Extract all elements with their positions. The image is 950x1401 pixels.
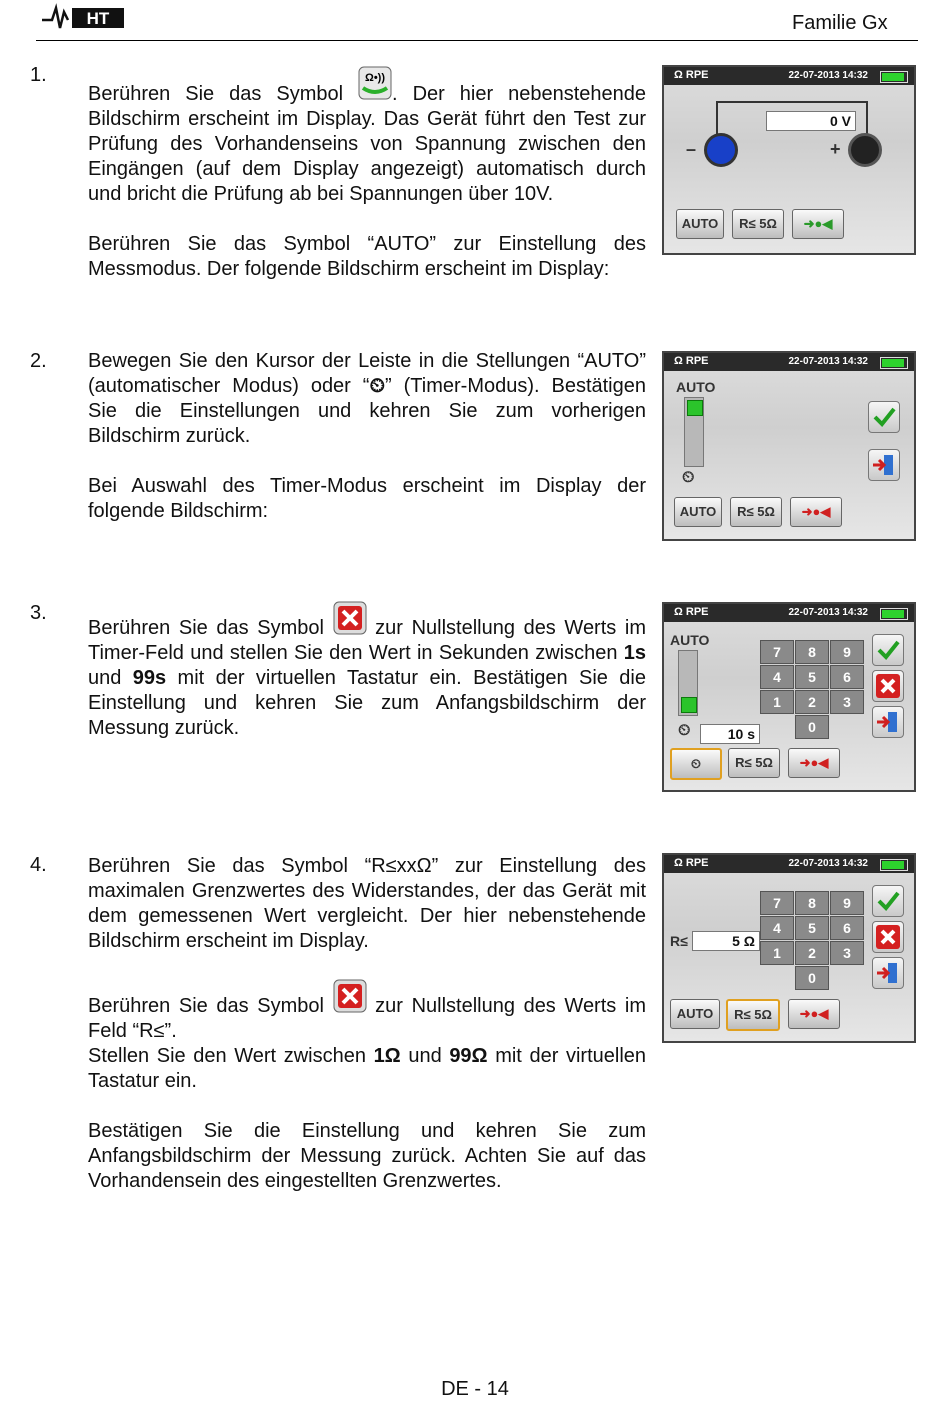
voltage-display: 0 V xyxy=(766,111,856,131)
key-0[interactable]: 0 xyxy=(795,966,829,990)
minus-label: – xyxy=(686,139,697,159)
timer-icon: ⏲ xyxy=(369,375,386,397)
status-bar: Ω RPE 22-07-2013 14:32 xyxy=(664,353,914,371)
step-4-text-2d: und xyxy=(400,1045,450,1067)
r-limit-button[interactable]: R≤ 5Ω xyxy=(726,999,780,1031)
key-6[interactable]: 6 xyxy=(830,916,864,940)
step-4-text-3: Bestätigen Sie die Einstellung und kehren Sie zum Anfangsbildschirm der Messung zurück. Achten Sie auf das Vorhandensein des eingestellten Grenzwertes. xyxy=(88,1120,646,1192)
step-4-text-2b: zur Nullstellung des Werts im Feld “R≤”. xyxy=(88,995,646,1042)
r-limit-button[interactable]: R≤ 5Ω xyxy=(732,209,784,239)
step-2-number: 2. xyxy=(30,350,47,372)
exit-icon[interactable] xyxy=(868,449,900,481)
exit-icon[interactable] xyxy=(872,706,904,738)
r-limit-button[interactable]: R≤ 5Ω xyxy=(730,497,782,527)
mode-slider[interactable] xyxy=(678,650,698,716)
screen-rpe-main xyxy=(662,65,916,255)
key-5[interactable]: 5 xyxy=(795,916,829,940)
key-2[interactable]: 2 xyxy=(795,941,829,965)
auto-button[interactable]: AUTO xyxy=(676,209,724,239)
page-number: DE - 14 xyxy=(441,1378,509,1400)
family-label: Familie Gx xyxy=(792,12,888,34)
confirm-check-icon[interactable] xyxy=(868,401,900,433)
step-1-text xyxy=(88,71,647,282)
step-3-text-b: zur Nullstellung des Werts im Timer-Feld und stellen Sie den Wert in Sekunden zwischen xyxy=(88,617,646,664)
key-2[interactable]: 2 xyxy=(795,690,829,714)
step-4-text-2a: Berühren Sie das Symbol xyxy=(88,995,333,1017)
step-3-bold-1s: 1s xyxy=(623,642,646,664)
status-bar: Ω RPE 22-07-2013 14:32 xyxy=(664,604,914,622)
screen-mode-select xyxy=(662,351,916,541)
key-3[interactable]: 3 xyxy=(830,941,864,965)
key-7[interactable]: 7 xyxy=(760,891,794,915)
step-1-text-b: . Der hier nebenstehende Bildschirm erscheint im Display. Das Gerät führt den Test zur Prüfung des Vorhandenseins von Spannung zwischen den Eingängen (auf dem Display angezeigt) automatisch durch und bricht die Prüfung ab bei Spannungen über 10V. xyxy=(88,83,647,205)
key-1[interactable]: 1 xyxy=(760,690,794,714)
zero-lead-button[interactable]: ➜●◀ xyxy=(788,748,840,778)
key-1[interactable]: 1 xyxy=(760,941,794,965)
key-8[interactable]: 8 xyxy=(795,891,829,915)
step-3-text-d: mit der virtuellen Tastatur ein. Bestätigen Sie die Einstellung und kehren Sie zum Anfangsbildschirm der Messung zurück. xyxy=(88,667,646,739)
zero-lead-button[interactable]: ➜●◀ xyxy=(792,209,844,239)
slider-knob[interactable] xyxy=(681,697,697,713)
rpe-test-icon xyxy=(358,66,392,100)
step-3-number: 3. xyxy=(30,602,47,624)
battery-icon xyxy=(880,608,908,620)
step-1-text-a: Berühren Sie das Symbol xyxy=(88,83,359,105)
confirm-check-icon[interactable] xyxy=(872,634,904,666)
key-3[interactable]: 3 xyxy=(830,690,864,714)
step-4-text xyxy=(88,854,646,1194)
step-3-text-c: und xyxy=(88,667,133,689)
auto-button[interactable]: AUTO xyxy=(670,999,720,1029)
step-2-text-2: Bei Auswahl des Timer-Modus erscheint im Display der folgende Bildschirm: xyxy=(88,475,646,522)
timer-mode-icon: ⏲ xyxy=(682,469,695,486)
step-4-text-2c: Stellen Sie den Wert zwischen xyxy=(88,1045,374,1067)
exit-icon[interactable] xyxy=(872,957,904,989)
step-3-text-a: Berühren Sie das Symbol xyxy=(88,617,333,639)
zero-lead-button[interactable]: ➜●◀ xyxy=(790,497,842,527)
step-4-bold-1ohm: 1Ω xyxy=(373,1045,401,1067)
negative-terminal-icon xyxy=(704,133,738,167)
step-4-number: 4. xyxy=(30,854,47,876)
battery-icon xyxy=(880,357,908,369)
clear-x-icon[interactable] xyxy=(872,921,904,953)
confirm-check-icon[interactable] xyxy=(872,885,904,917)
status-bar: Ω RPE 22-07-2013 14:32 xyxy=(664,855,914,873)
r-field-label: R≤ xyxy=(670,933,688,949)
brand-text: HT xyxy=(86,9,110,28)
step-3-bold-99s: 99s xyxy=(132,667,167,689)
battery-icon xyxy=(880,71,908,83)
clear-x-icon xyxy=(333,601,367,635)
battery-icon xyxy=(880,859,908,871)
auto-label: AUTO xyxy=(670,632,710,648)
clear-x-icon xyxy=(333,979,367,1013)
r-limit-field[interactable]: 5 Ω xyxy=(692,931,760,951)
step-4-text-1: Berühren Sie das Symbol “R≤xxΩ” zur Einstellung des maximalen Grenzwertes des Widerstandes, der das Gerät mit dem gemessenen Wert vergleicht. Der hier nebenstehende Bildschirm erscheint im Display. xyxy=(88,855,646,952)
auto-label: AUTO xyxy=(676,379,716,395)
status-bar: Ω RPE 22-07-2013 14:32 xyxy=(664,67,914,85)
key-9[interactable]: 9 xyxy=(830,640,864,664)
step-2-text-b: ” (Timer-Modus). Bestätigen Sie die Einstellungen und kehren Sie zum vorherigen Bildschirm zurück. xyxy=(88,375,646,447)
key-7[interactable]: 7 xyxy=(760,640,794,664)
key-4[interactable]: 4 xyxy=(760,916,794,940)
step-1-text-2: Berühren Sie das Symbol “AUTO” zur Einstellung des Messmodus. Der folgende Bildschirm erscheint im Display: xyxy=(88,233,646,280)
key-0[interactable]: 0 xyxy=(795,715,829,739)
svg-text:Ω•)): Ω•)) xyxy=(365,71,386,84)
timer-mode-icon: ⏲ xyxy=(678,722,691,739)
zero-lead-button[interactable]: ➜●◀ xyxy=(788,999,840,1029)
timer-button[interactable]: ⏲ xyxy=(670,748,722,780)
key-8[interactable]: 8 xyxy=(795,640,829,664)
plus-label: + xyxy=(830,139,841,159)
key-4[interactable]: 4 xyxy=(760,665,794,689)
step-3-text xyxy=(88,616,646,741)
screen-rlimit-keypad xyxy=(662,853,916,1043)
key-5[interactable]: 5 xyxy=(795,665,829,689)
auto-button[interactable]: AUTO xyxy=(674,497,722,527)
ht-logo xyxy=(40,2,130,32)
step-4-text-2e: mit der virtuellen Tastatur ein. xyxy=(88,1045,647,1092)
header-divider xyxy=(36,40,918,41)
slider-knob[interactable] xyxy=(687,400,703,416)
step-2-text-a: Bewegen Sie den Kursor der Leiste in die Stellungen “AUTO” (automatischer Modus) oder “ xyxy=(88,350,646,397)
positive-terminal-icon xyxy=(848,133,882,167)
r-limit-button[interactable]: R≤ 5Ω xyxy=(728,748,780,778)
mode-slider[interactable] xyxy=(684,397,704,467)
step-4-bold-99ohm: 99Ω xyxy=(449,1045,488,1067)
step-1-number: 1. xyxy=(30,64,47,86)
timer-field[interactable]: 10 s xyxy=(700,724,760,744)
key-6[interactable]: 6 xyxy=(830,665,864,689)
key-9[interactable]: 9 xyxy=(830,891,864,915)
clear-x-icon[interactable] xyxy=(872,670,904,702)
screen-timer-keypad xyxy=(662,602,916,792)
step-2-text xyxy=(88,349,646,524)
